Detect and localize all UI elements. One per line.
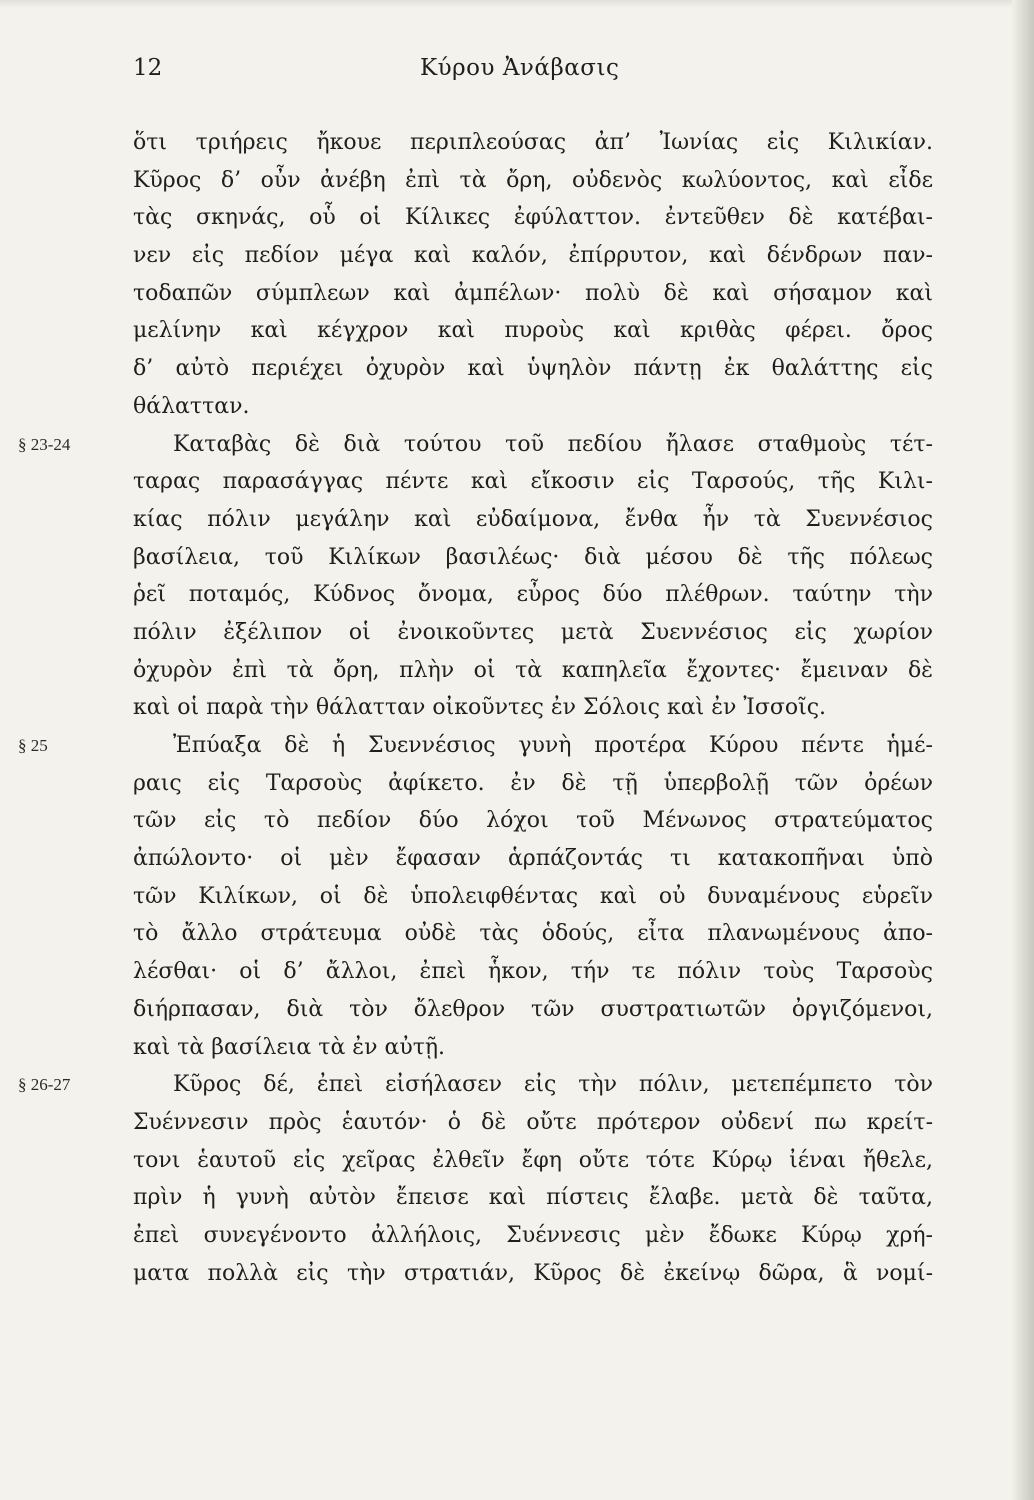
- text-line: ἀπώλοντο· οἱ μὲν ἔφασαν ἁρπάζοντάς τι κατακοπῆναι ὑπὸ: [133, 846, 933, 872]
- text-line: θάλατταν.: [133, 393, 250, 419]
- text-line: πόλιν ἐξέλιπον οἱ ἐνοικοῦντες μετὰ Συεννέσιος εἰς χωρίον: [133, 619, 933, 645]
- text-line: νεν εἰς πεδίον μέγα καὶ καλόν, ἐπίρρυτον, καὶ δένδρων παν-: [133, 243, 933, 269]
- text-line: τονι ἑαυτοῦ εἰς χεῖρας ἐλθεῖν ἔφη οὔτε τότε Κύρῳ ἰέναι ἤθελε,: [133, 1147, 933, 1173]
- page-edge-shadow: [1012, 0, 1034, 1500]
- text-line: § 23-24 Καταβὰς δὲ διὰ τούτου τοῦ πεδίου ἤλασε σταθμοὺς τέτ-: [133, 426, 933, 464]
- text-line: ματα πολλὰ εἰς τὴν στρατιάν, Κῦρος δὲ ἐκείνῳ δῶρα, ἃ νομί-: [133, 1260, 933, 1286]
- text-line: πρὶν ἡ γυνὴ αὐτὸν ἔπεισε καὶ πίστεις ἔλαβε. μετὰ δὲ ταῦτα,: [133, 1185, 933, 1211]
- section-reference: § 23-24: [18, 434, 71, 454]
- text-line: κίας πόλιν μεγάλην καὶ εὐδαίμονα, ἔνθα ἦν τὰ Συεννέσιος: [133, 506, 933, 532]
- section-reference: § 25: [18, 736, 48, 755]
- text-line: βασίλεια, τοῦ Κιλίκων βασιλέως· διὰ μέσου δὲ τῆς πόλεως: [133, 544, 933, 570]
- text-line: ὅτι τριήρεις ἤκουε περιπλεούσας ἀπ’ Ἰωνίας εἰς Κιλικίαν.: [133, 130, 933, 155]
- text-line: τοδαπῶν σύμπλεων καὶ ἀμπέλων· πολὺ δὲ καὶ σήσαμον καὶ: [133, 280, 933, 306]
- text-line: δ’ αὐτὸ περιέχει ὀχυρὸν καὶ ὑψηλὸν πάντῃ ἐκ θαλάττης εἰς: [133, 356, 933, 382]
- text-line: καὶ οἱ παρὰ τὴν θάλατταν οἰκοῦντες ἐν Σόλοις καὶ ἐν Ἰσσοῖς.: [133, 695, 827, 721]
- text-line: ραις εἰς Ταρσοὺς ἀφίκετο. ἐν δὲ τῇ ὑπερβολῇ τῶν ὀρέων: [133, 770, 933, 796]
- text-line: ὀχυρὸν ἐπὶ τὰ ὄρη, πλὴν οἱ τὰ καπηλεῖα ἔχοντες· ἔμειναν δὲ: [133, 657, 933, 683]
- text-line: τὸ ἄλλο στράτευμα οὐδὲ τὰς ὁδούς, εἶτα πλανωμένους ἀπο-: [133, 921, 933, 947]
- text-line: Συέννεσιν πρὸς ἑαυτόν· ὁ δὲ οὔτε πρότερον οὐδενί πω κρείτ-: [133, 1109, 933, 1135]
- text-line: § 26-27 Κῦρος δέ, ἐπεὶ εἰσήλασεν εἰς τὴν πόλιν, μετεπέμπετο τὸν: [133, 1066, 933, 1104]
- section-reference: § 26-27: [18, 1075, 71, 1095]
- page-number: 12: [133, 55, 163, 81]
- text-line: Κῦρος δ’ οὖν ἀνέβη ἐπὶ τὰ ὄρη, οὐδενὸς κωλύοντος, καὶ εἶδε: [133, 167, 933, 193]
- text-line: διήρπασαν, διὰ τὸν ὄλεθρον τῶν συστρατιωτῶν ὀργιζόμενοι,: [133, 996, 933, 1022]
- text-line: τῶν εἰς τὸ πεδίον δύο λόχοι τοῦ Μένωνος στρατεύματος: [133, 808, 933, 834]
- text-line: ἐπεὶ συνεγένοντο ἀλλήλοις, Συέννεσις μὲν ἔδωκε Κύρῳ χρή-: [133, 1222, 933, 1248]
- text-line: § 25 Ἐπύαξα δὲ ἡ Συεννέσιος γυνὴ προτέρα Κύρου πέντε ἡμέ-: [133, 727, 933, 765]
- text-line: μελίνην καὶ κέγχρον καὶ πυροὺς καὶ κριθὰς φέρει. ὄρος: [133, 318, 933, 344]
- page-top-shadow: [0, 0, 1034, 8]
- text-line: ῥεῖ ποταμός, Κύδνος ὄνομα, εὖρος δύο πλέθρων. ταύτην τὴν: [133, 582, 933, 608]
- text-line: τῶν Κιλίκων, οἱ δὲ ὑπολειφθέντας καὶ οὐ δυναμένους εὑρεῖν: [133, 883, 933, 909]
- text-line: τὰς σκηνάς, οὗ οἱ Κίλικες ἐφύλαττον. ἐντεῦθεν δὲ κατέβαι-: [133, 205, 933, 231]
- page-header: [0, 55, 1034, 89]
- text-line: καὶ τὰ βασίλεια τὰ ἐν αὐτῇ.: [133, 1034, 446, 1060]
- running-title: Κύρου Ἀνάβασις: [420, 55, 620, 81]
- text-line: λέσθαι· οἱ δ’ ἄλλοι, ἐπεὶ ἧκον, τήν τε πόλιν τοὺς Ταρσοὺς: [133, 959, 933, 985]
- text-line: ταρας παρασάγγας πέντε καὶ εἴκοσιν εἰς Ταρσούς, τῆς Κιλι-: [133, 469, 933, 495]
- body-text: [18, 124, 933, 1292]
